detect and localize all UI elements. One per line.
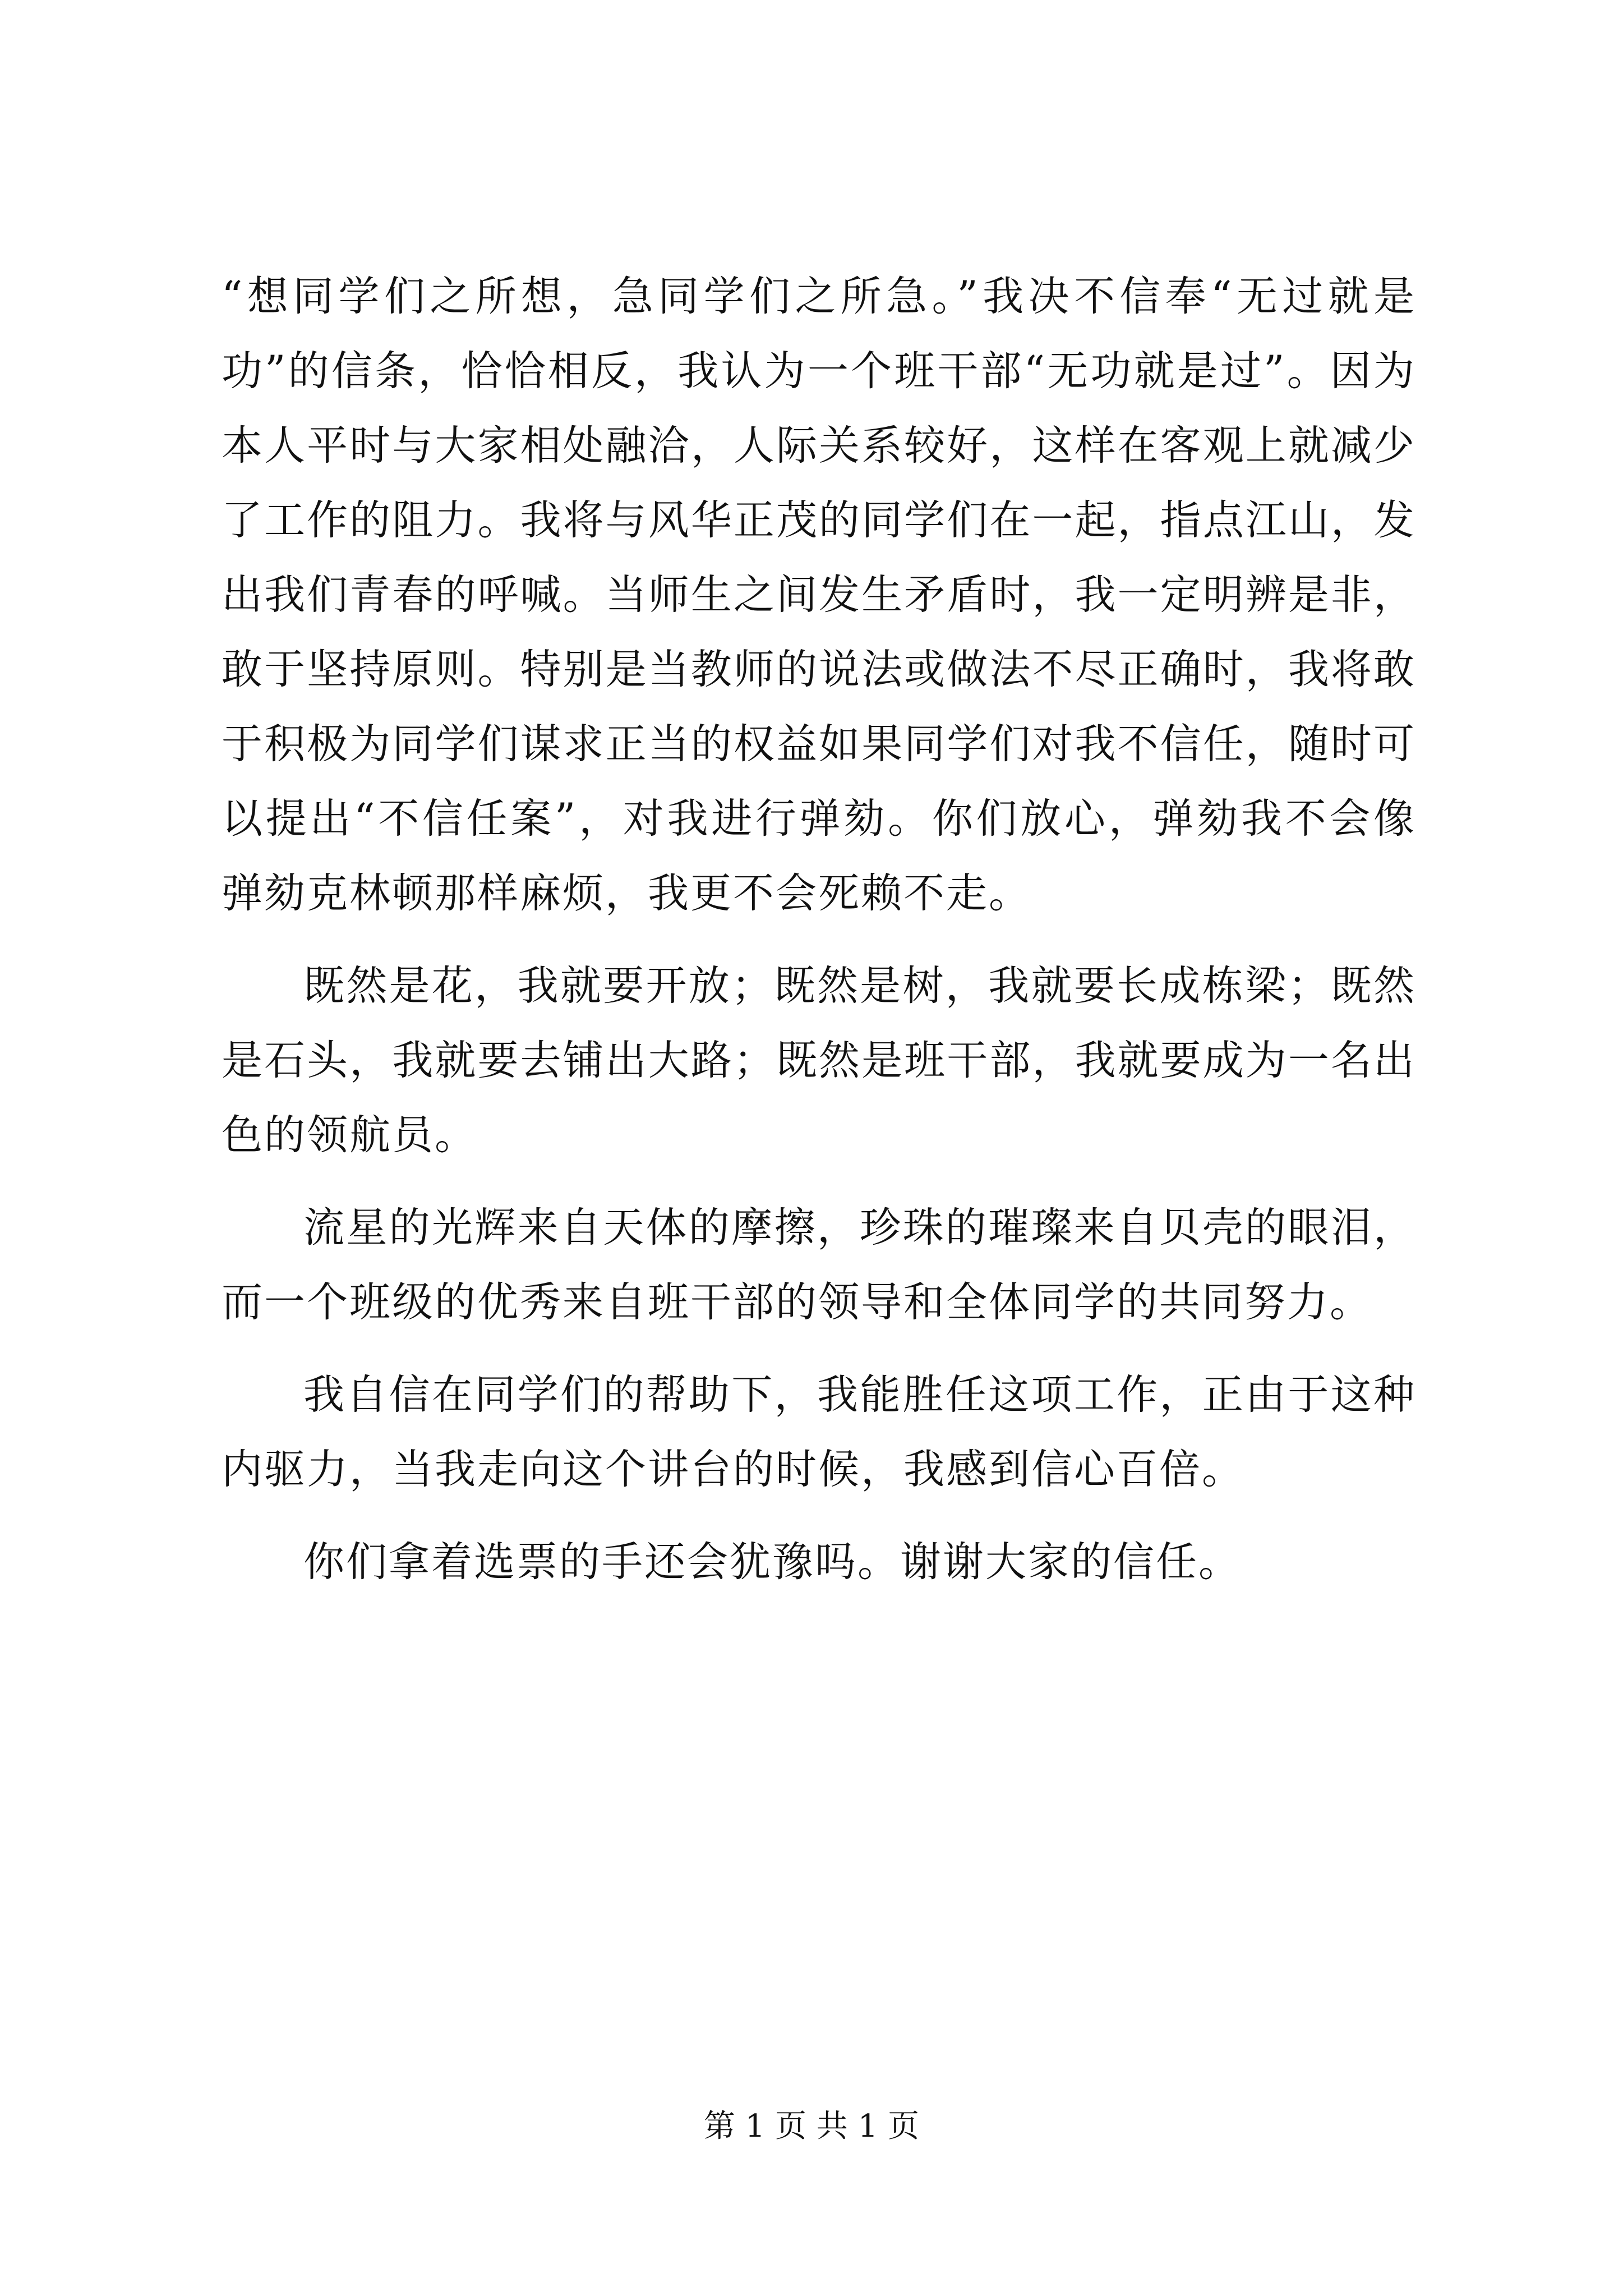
paragraph-3: 流星的光辉来自天体的摩擦，珍珠的璀璨来自贝壳的眼泪，而一个班级的优秀来自班干部的领导和全体同学的共同努力。 bbox=[222, 1204, 1416, 1326]
paragraph-4: 我自信在同学们的帮助下，我能胜任这项工作，正由于这种内驱力，当我走向这个讲台的时候，我感到信心百倍。 bbox=[222, 1371, 1416, 1493]
paragraph-5: 你们拿着选票的手还会犹豫吗。谢谢大家的信任。 bbox=[303, 1538, 1241, 1586]
page-number-footer: 第 1 页 共 1 页 bbox=[703, 2108, 920, 2145]
body-text bbox=[222, 259, 1416, 1617]
paragraph-2: 既然是花，我就要开放；既然是树，我就要长成栋梁；既然是石头，我就要去铺出大路；既然是班干部，我就要成为一名出色的领航员。 bbox=[222, 962, 1416, 1159]
paragraph-1: “想同学们之所想，急同学们之所急。”我决不信奉“无过就是功”的信条，恰恰相反，我认为一个班干部“无功就是过”。因为本人平时与大家相处融洽，人际关系较好，这样在客观上就减少了工作的阻力。我将与风华正茂的同学们在一起，指点江山，发出我们青春的呼喊。当师生之间发生矛盾时，我一定明辨是非，敢于坚持原则。特别是当教师的说法或做法不尽正确时，我将敢于积极为同学们谋求正当的权益如果同学们对我不信任，随时可以提出“不信任案”，对我进行弹劾。你们放心，弹劾我不会像弹劾克林顿那样麻烦，我更不会死赖不走。 bbox=[222, 273, 1416, 917]
